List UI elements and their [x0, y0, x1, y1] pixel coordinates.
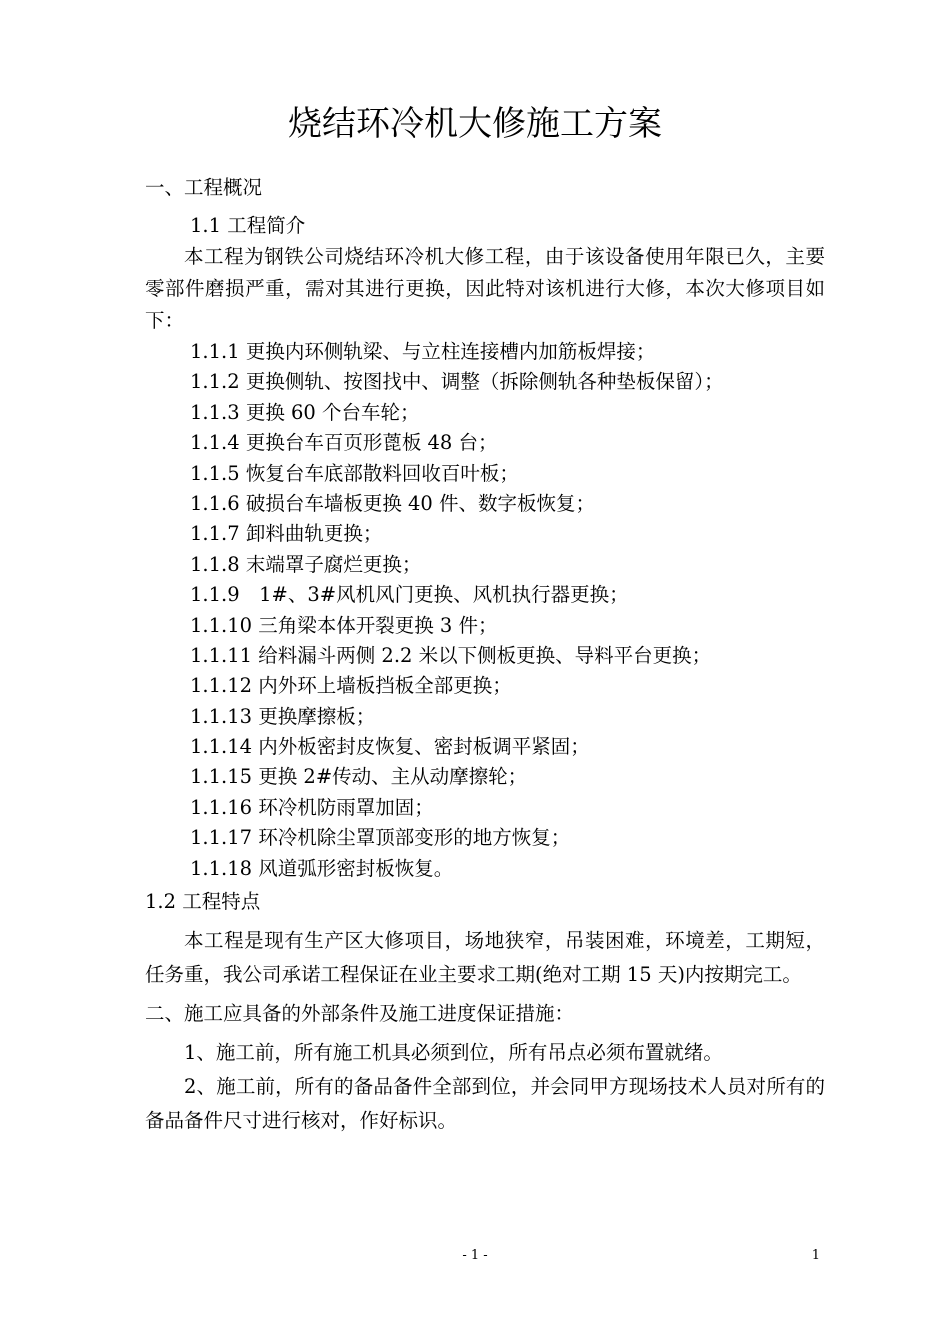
list-item: 1.1.11 给料漏斗两侧 2.2 米以下侧板更换、导料平台更换；	[190, 643, 712, 667]
section-1-heading: 一、工程概况	[145, 176, 263, 199]
intro-paragraph: 本工程为钢铁公司烧结环冷机大修工程，由于该设备使用年限已久，主要零部件磨损严重，需对其进行更换，因此特对该机进行大修，本次大修项目如下：	[145, 245, 825, 332]
list-item: 1.1.7 卸料曲轨更换；	[190, 522, 383, 546]
list-item: 1.1.14 内外板密封皮恢复、密封板调平紧固；	[190, 735, 590, 759]
list-item: 1.1.4 更换台车百页形蓖板 48 台；	[190, 431, 498, 455]
footer-page-label: - 1 -	[462, 1248, 488, 1263]
list-item: 1.1.10 三角梁本体开裂更换 3 件；	[190, 613, 498, 637]
features-paragraph: 本工程是现有生产区大修项目，场地狭窄，吊装困难，环境差，工期短，任务重，我公司承诺工程保证在业主要求工期(绝对工期 15 天)内按期完工。	[145, 929, 825, 987]
list-item: 1.1.2 更换侧轨、按图找中、调整（拆除侧轨各种垫板保留）；	[190, 370, 724, 394]
list-item: 1.1.8 末端罩子腐烂更换；	[190, 552, 422, 576]
document-title: 烧结环冷机大修施工方案	[288, 104, 662, 144]
list-item: 1.1.13 更换摩擦板；	[190, 704, 376, 728]
section-2-heading: 二、施工应具备的外部条件及施工进度保证措施：	[145, 1002, 575, 1026]
document-body	[145, 170, 825, 1138]
list-item: 1.1.17 环冷机除尘罩顶部变形的地方恢复；	[190, 826, 571, 850]
list-item: 1.1.15 更换 2#传动、主从动摩擦轮；	[190, 765, 528, 789]
list-item: 1.1.1 更换内环侧轨梁、与立柱连接槽内加筋板焊接；	[190, 340, 656, 363]
subsection-1-2-heading: 1.2 工程特点	[145, 890, 261, 914]
section-2-paragraph-1: 1、施工前，所有施工机具必须到位，所有吊点必须布置就绪。	[184, 1041, 723, 1065]
list-item: 1.1.6 破损台车墙板更换 40 件、数字板恢复；	[190, 491, 596, 515]
list-item: 1.1.12 内外环上墙板挡板全部更换；	[190, 674, 512, 698]
list-item: 1.1.18 风道弧形密封板恢复。	[190, 856, 454, 880]
repair-items-list	[145, 337, 825, 884]
list-item: 1.1.3 更换 60 个台车轮；	[190, 400, 420, 424]
list-item: 1.1.9 1#、3#风机风门更换、风机执行器更换；	[190, 583, 629, 607]
footer-page-number: 1	[811, 1248, 820, 1263]
list-item: 1.1.5 恢复台车底部散料回收百叶板；	[190, 461, 519, 485]
section-2-paragraph-2: 2、施工前，所有的备品备件全部到位，并会同甲方现场技术人员对所有的备品备件尺寸进行核对，作好标识。	[145, 1075, 825, 1133]
list-item: 1.1.16 环冷机防雨罩加固；	[190, 795, 434, 819]
subsection-1-1-heading: 1.1 工程简介	[190, 214, 306, 237]
